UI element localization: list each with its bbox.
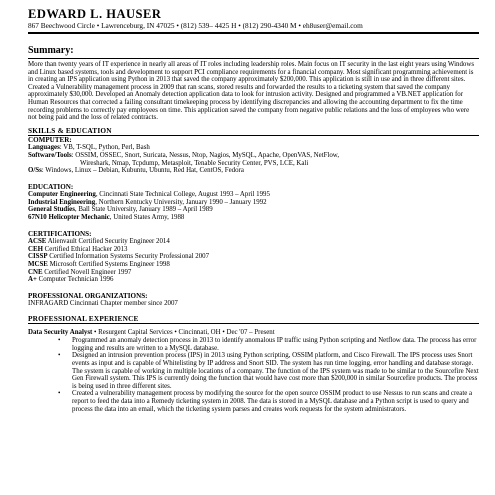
skill-label: Software/Tools bbox=[28, 151, 72, 159]
skill-value: : Windows, Linux – Debian, Kubuntu, Ubuntu, Red Hat, CentOS, Fedora bbox=[41, 167, 244, 175]
job-title: Data Security Analyst bbox=[28, 329, 93, 337]
cert-details: Certified Novell Engineer 1997 bbox=[42, 268, 132, 276]
skill-value: Wireshark, Nmap, Tcpdump, Metasploit, Tenable Security Center, PVS, LCE, Kali bbox=[80, 159, 309, 167]
education-line bbox=[28, 191, 479, 199]
resume-name: EDWARD L. HAUSER bbox=[28, 7, 162, 21]
bullet-marker: • bbox=[58, 390, 61, 398]
skill-label: O/Ss bbox=[28, 167, 42, 175]
cert-details: Microsoft Certified Systems Engineer 1998 bbox=[47, 260, 170, 268]
degree-details: , Northern Kentucky University, January 1990 – January 1992 bbox=[95, 198, 267, 206]
summary-heading: Summary: bbox=[28, 45, 74, 56]
cert-label: ACSE bbox=[28, 237, 47, 245]
bullet-text: Designed an intrusion prevention process (IPS) in 2013 using Python scripting, OSSIM platform, and Cisco Firewall. The IPS process uses Snort events as input and is capable of Whitelisting by IP address and Snort SID. The system has run time logging, error handling and database storage. The system is capable of working in multiple locations of a company. The function of the IPS system was made to be similar to the Sourcefire Next Gen Firewall system. This IPS is currently doing the function that would have cost more than $200,000 in similar Sourcefire products. The process is being used in three different sites. bbox=[72, 352, 479, 390]
skill-label: Languages bbox=[28, 144, 60, 152]
computer-heading: COMPUTER: bbox=[28, 136, 72, 145]
skill-line bbox=[28, 144, 479, 152]
skill-line bbox=[28, 152, 479, 160]
bullet-text: Created a vulnerability management process by modifying the source for the open source OSSIM product to use Nessus to run scans and create a report to feed the data into a Remedy ticketing system in 2008. The data is stored in a MySQL database and a Python script is used to query and process the data into an email, which the ticketing system parses and creates work requests for the system administrators. bbox=[72, 390, 473, 413]
degree-details: , United States Army, 1988 bbox=[109, 214, 185, 222]
certification-line bbox=[28, 276, 479, 284]
bullet-marker: • bbox=[58, 352, 61, 360]
header-divider bbox=[28, 32, 479, 34]
certification-line bbox=[28, 261, 479, 269]
job-bullet bbox=[58, 352, 479, 390]
bullet-text: Programmed an anomaly detection process in 2013 to identify anomalous IP traffic using Python scripting and Netflow data. The process has error logging and results are written to a MySQL database. bbox=[72, 337, 477, 352]
education-list bbox=[28, 191, 479, 222]
organization-line: INFRAGARD Cincinnati Chapter member since 2007 bbox=[28, 300, 178, 308]
certification-line bbox=[28, 246, 479, 254]
education-line bbox=[28, 199, 479, 207]
cert-label: MCSE bbox=[28, 260, 48, 268]
job-bullet bbox=[58, 390, 479, 413]
experience-divider bbox=[28, 323, 479, 324]
job-details: • Resurgent Capital Services • Cincinnati, OH • Dec '07 – Present bbox=[92, 329, 275, 337]
cert-details: Alienvault Certified Security Engineer 2014 bbox=[46, 237, 170, 245]
education-line bbox=[28, 214, 479, 222]
certifications-heading: CERTIFICATIONS: bbox=[28, 229, 92, 238]
cert-label: A+ bbox=[28, 276, 37, 284]
certifications-list bbox=[28, 238, 479, 284]
cert-details: Certified Ethical Hacker 2013 bbox=[42, 245, 128, 253]
skill-value: : VB, T-SQL, Python, Perl, Bash bbox=[59, 144, 150, 152]
cert-label: CNE bbox=[28, 268, 43, 276]
skill-line bbox=[28, 160, 479, 168]
education-line bbox=[28, 206, 479, 214]
cert-details: Computer Technician 1996 bbox=[36, 276, 114, 284]
certification-line bbox=[28, 269, 479, 277]
contact-line: 867 Beechwood Circle • Lawrenceburg, IN 47025 • (812) 539– 4425 H • (812) 290-4340 M • eh8user@email.com bbox=[28, 21, 363, 30]
degree-label: General Studies bbox=[28, 206, 75, 214]
cert-details: Certified Information Systems Security Professional 2007 bbox=[47, 253, 210, 261]
education-heading: EDUCATION: bbox=[28, 183, 74, 192]
certification-line bbox=[28, 253, 479, 261]
summary-divider bbox=[28, 58, 479, 59]
degree-details: , Cincinnati State Technical College, August 1993 – April 1995 bbox=[95, 191, 270, 199]
skills-heading: SKILLS & EDUCATION bbox=[28, 125, 112, 135]
cert-label: CEH bbox=[28, 245, 43, 253]
job-header bbox=[28, 329, 479, 337]
cert-label: CISSP bbox=[28, 253, 48, 261]
summary-text: More than twenty years of IT experience in nearly all areas of IT roles including leadership roles. Main focus on IT security in the last eight years using Windows and Linux based systems, tools and development to support PCI compliance requirements for a financial company. Most significant programming achievement is in creating an IPS application using Python in 2013 that saved the company approximately $200,000. This application is still in use and in three different sites. Created a Vulnerability management process in 2009 that ran scans, stored results and forwarded the results to a ticketing system that saved the company approximately $30,000. Developed an Anomaly detection application data to look for intrusion activity. Designed and programmed a VB.NET application for Human Resources that corrected a failing consultant timekeeping process by identifying discrepancies and allowing the accounting department to fix the time recording problems to correctly pay employees on time. This application saved the company from negative public relations and the loss of employees who were not being paid and the loss of related contracts. bbox=[28, 61, 475, 122]
degree-label: 67N10 Helicopter Mechanic bbox=[28, 214, 110, 222]
skill-line bbox=[28, 167, 479, 175]
degree-label: Industrial Engineering bbox=[28, 198, 96, 206]
degree-label: Computer Engineering bbox=[28, 191, 96, 199]
job-bullet-list bbox=[28, 337, 479, 413]
bullet-marker: • bbox=[58, 337, 61, 345]
degree-details: , Ball State University, January 1989 – April 1989 bbox=[74, 206, 213, 214]
certification-line bbox=[28, 238, 479, 246]
computer-skills-list bbox=[28, 144, 479, 175]
experience-heading: PROFESSIONAL EXPERIENCE bbox=[28, 313, 139, 323]
job-bullet bbox=[58, 337, 479, 352]
organizations-heading: PROFESSIONAL ORGANIZATIONS: bbox=[28, 292, 148, 301]
skill-value: : OSSIM, OSSEC, Snort, Suricata, Nessus, Ntop, Nagios, MySQL, Apache, OpenVAS, NetFlow, bbox=[71, 151, 340, 159]
